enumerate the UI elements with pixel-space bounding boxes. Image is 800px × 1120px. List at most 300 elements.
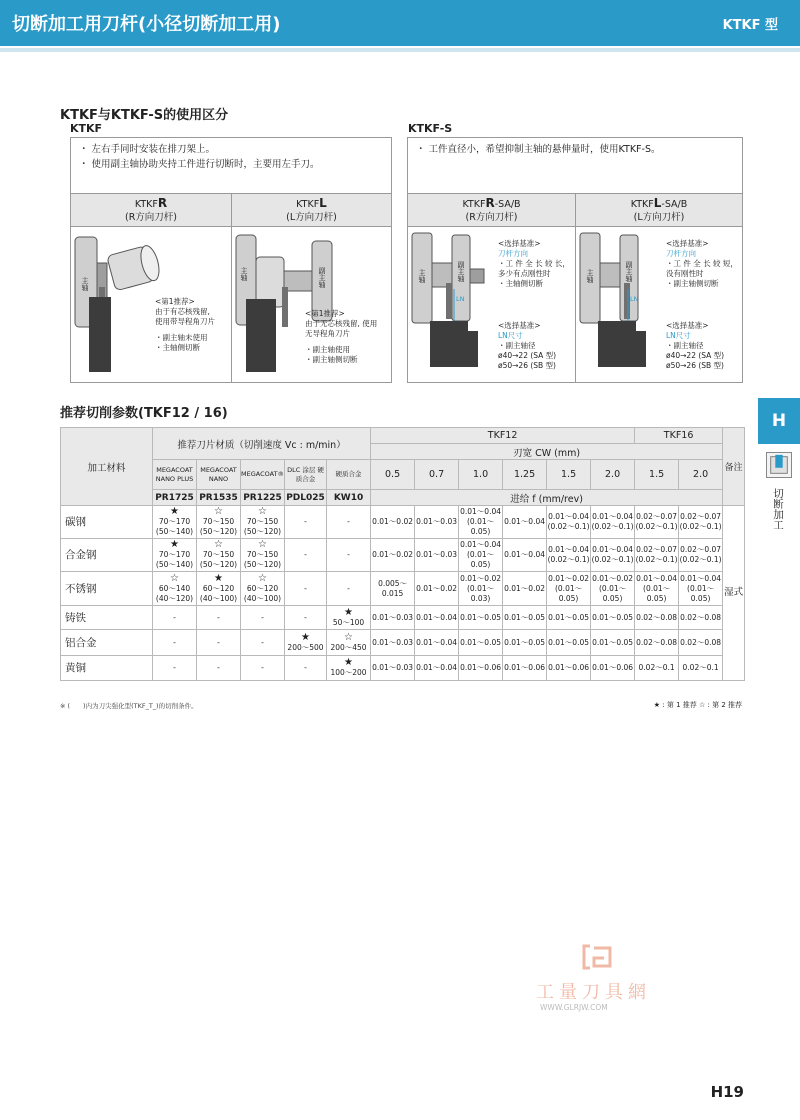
feed-cell <box>679 572 723 606</box>
feed-cell <box>459 630 503 656</box>
cw-value: 1.5 <box>547 460 591 490</box>
feed-cell <box>591 506 635 539</box>
feed-cell <box>635 630 679 656</box>
section-tab-h[interactable]: H <box>758 398 800 444</box>
cell-line: - <box>173 637 176 647</box>
feed-cell <box>635 506 679 539</box>
feed-cell <box>679 656 723 681</box>
cell-line: (0.02～0.1) <box>679 522 722 531</box>
cell-line: (0.02～0.1) <box>635 555 678 564</box>
feed-cell <box>459 656 503 681</box>
table-row <box>61 606 745 630</box>
cell-line: (50～120) <box>243 560 282 569</box>
note-line: <第1推荐> <box>155 297 195 306</box>
cell-line: 0.01～0.05 <box>548 612 590 622</box>
grade-code: KW10 <box>327 490 371 506</box>
note-line: ・副主轴径 <box>666 341 704 350</box>
cell-line: 0.01～0.05 <box>460 637 502 647</box>
page-number: H19 <box>710 1083 744 1101</box>
first-recommend-star: ★ <box>170 506 179 517</box>
feed-cell <box>679 606 723 630</box>
cell-line: (50～140) <box>155 560 194 569</box>
note-line: LN尺寸 <box>498 331 523 340</box>
feed-cell <box>503 656 547 681</box>
grade-speed-cell <box>327 506 371 539</box>
cell-line: - <box>261 663 264 672</box>
material-cell: 铝合金 <box>61 630 153 656</box>
feed-cell <box>547 539 591 572</box>
cw-value: 0.7 <box>415 460 459 490</box>
cutting-params-table <box>60 427 745 681</box>
page-header <box>0 0 800 46</box>
material-cell: 黄铜 <box>61 656 153 681</box>
grade-speed-cell <box>285 572 327 606</box>
cell-line: - <box>304 663 307 672</box>
header-grade-row <box>61 460 745 490</box>
model-letter: L <box>319 196 327 210</box>
cell-line: (40～100) <box>199 593 238 603</box>
header-divider <box>0 48 800 52</box>
feed-cell <box>679 506 723 539</box>
label-sub-spindle: 副主轴 <box>457 261 465 282</box>
watermark-url: WWW.GLRJW.COM <box>540 1003 608 1012</box>
feed-cell <box>459 539 503 572</box>
cw-value: 2.0 <box>591 460 635 490</box>
model-prefix: KTKF <box>134 199 158 210</box>
feed-cell <box>591 630 635 656</box>
feed-cell <box>679 630 723 656</box>
feed-cell <box>371 656 415 681</box>
ktkf-bullet: ・ 使用副主轴协助夹持工件进行切断时，主要用左手刀。 <box>79 159 320 170</box>
table-row <box>61 539 745 572</box>
cell-line: 0.01～0.02 <box>504 583 546 593</box>
ktkf-bullet: ・ 左右手同时安装在排刀架上。 <box>79 144 216 155</box>
feed-cell <box>371 630 415 656</box>
cell-line: (50～120) <box>199 527 238 536</box>
header-tkf12: TKF12 <box>371 428 635 444</box>
model-suffix: -SA/B <box>661 199 688 210</box>
note-line: ・主轴侧切断 <box>498 279 543 288</box>
grade-name: MEGACOAT® <box>241 460 285 490</box>
ktkfs-panel <box>407 137 743 383</box>
cell-line: 0.01～0.04 <box>416 663 458 672</box>
watermark-logo-icon <box>580 944 624 970</box>
grade-speed-cell <box>327 606 371 630</box>
ktkf-l-head <box>232 194 391 227</box>
cell-line: (0.01～0.03) <box>466 583 495 603</box>
cell-line: 100～200 <box>330 668 367 677</box>
cell-line: 0.01～0.02 <box>372 517 414 526</box>
grade-speed-cell <box>327 572 371 606</box>
cell-line: 0.01～0.04 <box>592 545 634 554</box>
cell-line: 0.01～0.05 <box>592 637 634 647</box>
cell-line: 0.01～0.04 <box>460 507 502 516</box>
feed-cell <box>371 606 415 630</box>
feed-cell <box>635 656 679 681</box>
cell-line: 70～150 <box>202 550 235 559</box>
cell-line: (0.01～0.05) <box>687 583 715 603</box>
first-recommend-star: ★ <box>344 657 354 668</box>
cw-value: 2.0 <box>679 460 723 490</box>
cell-line: 0.01～0.04 <box>636 573 678 583</box>
cell-line: 0.02～0.1 <box>682 663 719 672</box>
second-recommend-star: ☆ <box>258 572 267 584</box>
cell-line: 0.01～0.04 <box>504 550 546 559</box>
cell-line: 0.005～0.015 <box>378 578 408 598</box>
cell-line: - <box>173 663 176 672</box>
grade-speed-cell <box>285 656 327 681</box>
grade-speed-cell <box>153 506 197 539</box>
feed-cell <box>415 506 459 539</box>
note-line: <选择基准> <box>498 239 541 248</box>
note-line: ・工 件 全 长 较 长， <box>498 259 570 268</box>
feed-cell <box>591 656 635 681</box>
cell-line: 0.01～0.03 <box>372 637 414 647</box>
cell-line: - <box>261 637 264 647</box>
cell-line: - <box>261 612 264 622</box>
feed-cell <box>679 539 723 572</box>
ktkfs-label: KTKF-S <box>408 122 453 135</box>
header-material: 加工材料 <box>61 428 153 506</box>
remark-cell: 湿式 <box>723 506 745 681</box>
grade-speed-cell <box>327 630 371 656</box>
label-sub-spindle: 副主轴 <box>318 267 326 288</box>
note-line: ø40→22 (SA 型) <box>498 351 557 360</box>
cell-line: 0.01～0.06 <box>592 663 634 672</box>
note-line: <选择基准> <box>666 321 709 330</box>
feed-cell <box>459 572 503 606</box>
feed-cell <box>371 572 415 606</box>
cell-line: (0.01～0.05) <box>554 583 583 603</box>
first-recommend-star: ★ <box>344 606 354 618</box>
cell-line: (40～120) <box>155 593 194 603</box>
params-section-title: 推荐切削参数(TKF12 / 16) <box>60 406 228 421</box>
note-line: 由于无芯核残留, 使用 <box>305 319 378 328</box>
model-letter: R <box>485 196 495 210</box>
grade-speed-cell <box>153 572 197 606</box>
grade-code: PR1535 <box>197 490 241 506</box>
cw-value: 1.0 <box>459 460 503 490</box>
material-cell: 合金钢 <box>61 539 153 572</box>
model-letter: R <box>157 196 168 210</box>
header-code-row <box>61 490 745 506</box>
feed-cell <box>503 606 547 630</box>
header-tkf16: TKF16 <box>635 428 723 444</box>
cell-line: - <box>347 517 350 526</box>
second-recommend-star: ☆ <box>170 572 179 584</box>
header-feed: 进给 f (mm/rev) <box>371 490 723 506</box>
model-letter: L <box>653 196 662 210</box>
grade-code: PR1225 <box>241 490 285 506</box>
cell-line: (0.02～0.1) <box>591 522 634 531</box>
feed-cell <box>591 606 635 630</box>
cell-line: 0.01～0.03 <box>416 550 458 559</box>
cell-line: 200～450 <box>330 642 367 652</box>
ktkfs-column-heads <box>408 194 742 227</box>
cell-line: 50～100 <box>332 617 365 627</box>
cell-line: 0.02～0.1 <box>638 663 675 672</box>
ktkf-r-head <box>71 194 231 227</box>
ktkf-bullets <box>71 138 391 194</box>
grade-name: MEGACOAT NANO PLUS <box>153 460 197 490</box>
feed-cell <box>415 630 459 656</box>
cell-line: (0.02～0.1) <box>547 522 590 531</box>
cell-line: 0.02～0.07 <box>636 512 678 521</box>
model-prefix: KTKF <box>630 199 654 210</box>
cell-line: 70～150 <box>246 517 279 526</box>
header-remark: 备注 <box>723 428 745 506</box>
cell-line: 0.01～0.02 <box>592 573 634 583</box>
grade-speed-cell <box>285 606 327 630</box>
cutoff-tool-icon <box>766 452 792 478</box>
note-line: ・副主轴使用 <box>305 345 350 354</box>
second-recommend-star: ☆ <box>214 539 223 550</box>
table-row <box>61 630 745 656</box>
ktkfs-bullets <box>408 138 742 194</box>
ktkf-column-heads <box>71 194 391 227</box>
cell-line: 200～500 <box>287 642 324 652</box>
feed-cell <box>459 506 503 539</box>
model-sub: (R方向刀杆) <box>124 212 177 223</box>
grade-speed-cell <box>197 656 241 681</box>
footnote: ※ ( )内为刀尖强化型(TKF_T_)的切削条件。 <box>60 702 198 710</box>
note-line: 由于有芯核残留, <box>155 307 210 316</box>
feed-cell <box>635 539 679 572</box>
ktkfs-l-head <box>576 194 742 227</box>
cell-line: (50～120) <box>243 527 282 536</box>
cell-line: - <box>217 637 220 647</box>
cell-line: - <box>304 517 307 526</box>
cell-line: 0.01～0.05 <box>460 612 502 622</box>
cell-line: 0.01～0.05 <box>548 637 590 647</box>
note-line: 多少有点刚性时 <box>498 269 551 278</box>
cell-line: (0.02～0.1) <box>679 555 722 564</box>
cell-line: 0.02～0.08 <box>636 612 678 622</box>
cell-line: 60～120 <box>202 583 235 593</box>
cell-line: 0.01～0.04 <box>416 637 458 647</box>
feed-cell <box>415 606 459 630</box>
cell-line: 0.01～0.03 <box>372 663 414 672</box>
cw-value: 0.5 <box>371 460 415 490</box>
cell-line: 70～150 <box>246 550 279 559</box>
label-main-spindle: 主轴 <box>240 267 248 281</box>
cell-line: - <box>173 612 176 622</box>
feed-cell <box>635 572 679 606</box>
grade-speed-cell <box>241 656 285 681</box>
usage-section-title: KTKF与KTKF-S的使用区分 <box>60 108 229 123</box>
cw-value: 1.5 <box>635 460 679 490</box>
cell-line: 0.01～0.04 <box>548 512 590 521</box>
note-line: LN尺寸 <box>666 331 691 340</box>
note-line: <选择基准> <box>498 321 541 330</box>
feed-cell <box>415 572 459 606</box>
cell-line: 0.01～0.04 <box>548 545 590 554</box>
cell-line: - <box>217 663 220 672</box>
cell-line: 0.01～0.02 <box>416 583 458 593</box>
cell-line: 0.02～0.08 <box>680 637 722 647</box>
grade-code: PDL025 <box>285 490 327 506</box>
grade-speed-cell <box>197 539 241 572</box>
section-tab-label: 切断加工 <box>772 488 784 530</box>
feed-cell <box>503 630 547 656</box>
ktkfs-illustrations <box>408 227 742 382</box>
grade-speed-cell <box>241 606 285 630</box>
first-recommend-star: ★ <box>214 572 223 584</box>
cell-line: (40～100) <box>243 593 282 603</box>
cell-line: 0.02～0.07 <box>680 512 722 521</box>
grade-speed-cell <box>241 630 285 656</box>
note-line: <第1推荐> <box>305 309 345 318</box>
feed-cell <box>547 656 591 681</box>
first-recommend-star: ★ <box>301 631 310 643</box>
feed-cell <box>591 572 635 606</box>
note-line: ø50→26 (SB 型) <box>498 361 556 370</box>
note-line: ・副主轴未使用 <box>155 333 208 342</box>
model-prefix: KTKF <box>296 199 320 210</box>
cell-line: 0.01～0.05 <box>592 612 634 622</box>
cell-line: 0.02～0.07 <box>680 545 722 554</box>
grade-speed-cell <box>241 506 285 539</box>
feed-cell <box>547 630 591 656</box>
cell-line: - <box>304 583 307 593</box>
ln-label: LN <box>630 295 639 303</box>
feed-cell <box>503 539 547 572</box>
material-cell: 碳钢 <box>61 506 153 539</box>
feed-cell <box>547 506 591 539</box>
cell-line: 0.01～0.04 <box>460 540 502 549</box>
grade-speed-cell <box>285 506 327 539</box>
cell-line: 70～150 <box>202 517 235 526</box>
feed-cell <box>591 539 635 572</box>
cell-line: (0.02～0.1) <box>591 555 634 564</box>
grade-speed-cell <box>197 572 241 606</box>
ktkf-panel <box>70 137 392 383</box>
feed-cell <box>503 572 547 606</box>
grade-speed-cell <box>285 630 327 656</box>
cell-line: - <box>304 550 307 559</box>
cell-line: 0.01～0.06 <box>460 663 502 672</box>
material-cell: 铸铁 <box>61 606 153 630</box>
feed-cell <box>459 606 503 630</box>
cell-line: 0.01～0.02 <box>548 573 590 583</box>
grade-speed-cell <box>285 539 327 572</box>
cell-line: 70～170 <box>158 550 191 559</box>
cell-line: 0.02～0.07 <box>636 545 678 554</box>
note-line: 刀杆方向 <box>498 249 528 258</box>
feed-cell <box>547 606 591 630</box>
model-sub: (R方向刀杆) <box>465 212 518 223</box>
note-line: ・工 件 全 长 较 短， <box>666 259 738 268</box>
cell-line: - <box>304 612 307 622</box>
second-recommend-star: ☆ <box>344 631 354 643</box>
feed-cell <box>415 656 459 681</box>
ktkfs-r-head <box>408 194 575 227</box>
cell-line: 0.01～0.05 <box>504 612 546 622</box>
feed-cell <box>635 606 679 630</box>
cell-line: (0.02～0.1) <box>547 555 590 564</box>
note-line: 无导程角刀片 <box>305 329 350 338</box>
note-line: ・副主轴径 <box>498 341 536 350</box>
note-line: 没有刚性时 <box>666 269 704 278</box>
cell-line: (0.02～0.1) <box>635 522 678 531</box>
cell-line: (0.01～0.05) <box>466 550 495 569</box>
table-row <box>61 656 745 681</box>
note-line: <选择基准> <box>666 239 709 248</box>
cell-line: 0.01～0.05 <box>504 637 546 647</box>
table-body <box>61 506 745 681</box>
ktkf-label: KTKF <box>70 122 103 135</box>
cell-line: 0.01～0.02 <box>372 550 414 559</box>
cell-line: 60～120 <box>246 583 279 593</box>
second-recommend-star: ☆ <box>214 506 223 517</box>
label-main-spindle: 主轴 <box>586 269 594 283</box>
cell-line: 0.01～0.04 <box>416 612 458 622</box>
grade-speed-cell <box>153 606 197 630</box>
grade-speed-cell <box>327 539 371 572</box>
note-line: ø40→22 (SA 型) <box>666 351 725 360</box>
cell-line: 0.01～0.04 <box>592 512 634 521</box>
second-recommend-star: ☆ <box>258 506 267 517</box>
note-line: ・副主轴侧切断 <box>666 279 719 288</box>
cell-line: - <box>217 612 220 622</box>
grade-speed-cell <box>197 630 241 656</box>
feed-cell <box>547 572 591 606</box>
first-recommend-star: ★ <box>170 539 179 550</box>
cell-line: 0.01～0.06 <box>548 663 590 672</box>
cell-line: 60～140 <box>158 583 191 593</box>
cell-line: - <box>347 550 350 559</box>
model-sub: (L方向刀杆) <box>286 212 337 223</box>
note-line: ・副主轴侧切断 <box>305 355 358 364</box>
grade-name: MEGACOAT NANO <box>197 460 241 490</box>
second-recommend-star: ☆ <box>258 539 267 550</box>
model-sub: (L方向刀杆) <box>633 212 685 223</box>
cell-line: (50～140) <box>155 527 194 536</box>
cell-line: 0.01～0.04 <box>680 573 722 583</box>
page-title: 切断加工用刀杆(小径切断加工用) <box>12 14 281 35</box>
cell-line: (0.01～0.05) <box>643 583 671 603</box>
note-line: ・主轴侧切断 <box>155 343 200 352</box>
ktkf-illustrations <box>71 227 391 382</box>
feed-cell <box>415 539 459 572</box>
grade-speed-cell <box>153 539 197 572</box>
label-main-spindle: 主轴 <box>418 269 426 283</box>
grade-speed-cell <box>197 506 241 539</box>
grade-name: 硬质合金 <box>327 460 371 490</box>
cell-line: 0.02～0.08 <box>636 637 678 647</box>
series-label: KTKF 型 <box>722 18 778 33</box>
cell-line: 0.02～0.08 <box>680 612 722 622</box>
model-prefix: KTKF <box>462 199 486 210</box>
model-suffix: -SA/B <box>494 199 521 210</box>
table-row <box>61 572 745 606</box>
star-legend: ★ : 第 1 推荐 ☆ : 第 2 推荐 <box>653 701 742 709</box>
grade-speed-cell <box>327 656 371 681</box>
watermark-text: 工量刀具網 <box>536 982 651 1003</box>
cell-line: - <box>347 583 350 593</box>
grade-speed-cell <box>241 572 285 606</box>
grade-speed-cell <box>153 656 197 681</box>
cell-line: 70～170 <box>158 517 191 526</box>
feed-cell <box>371 506 415 539</box>
cell-line: 0.01～0.03 <box>416 517 458 526</box>
grade-speed-cell <box>241 539 285 572</box>
header-grade-group: 推荐刀片材质（切削速度 Vc : m/min） <box>153 428 371 460</box>
note-line: ø50→26 (SB 型) <box>666 361 724 370</box>
grade-code: PR1725 <box>153 490 197 506</box>
grade-name: DLC 涂层 硬质合金 <box>285 460 327 490</box>
cell-line: 0.01～0.06 <box>504 663 546 672</box>
